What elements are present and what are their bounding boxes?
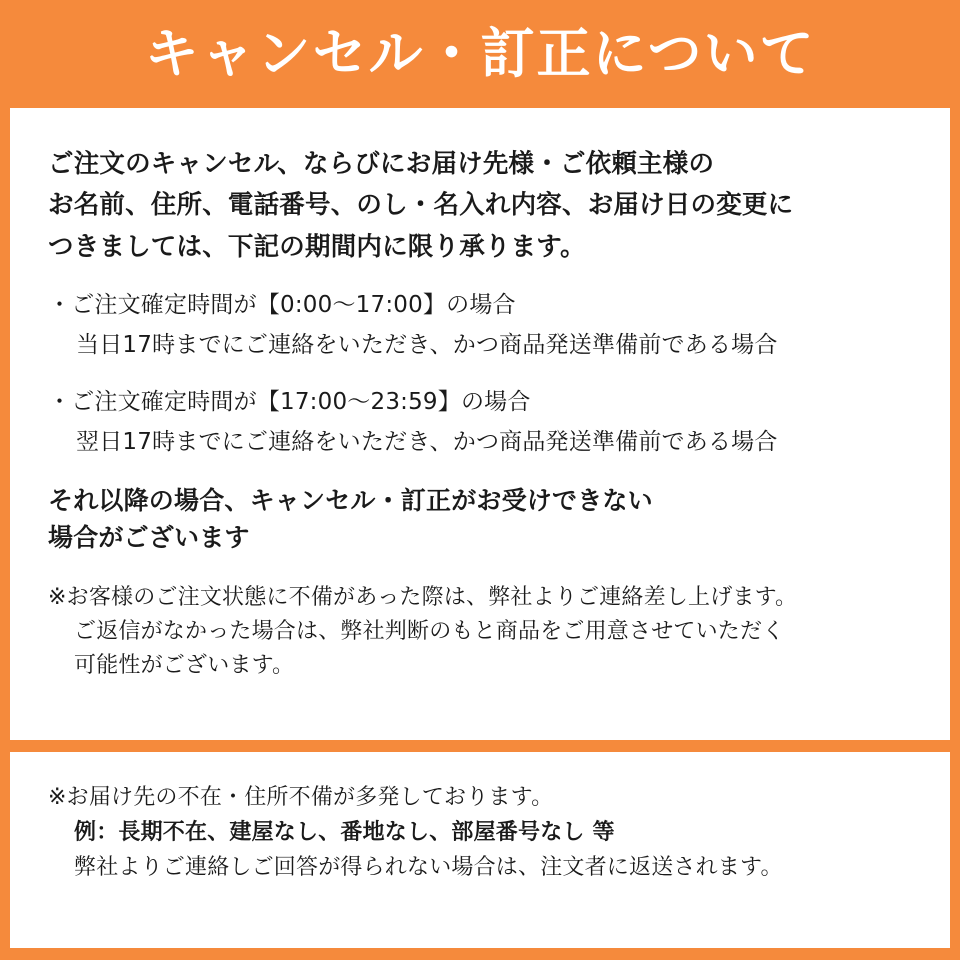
page-title: キャンセル・訂正について	[144, 22, 816, 85]
emphasis-paragraph	[48, 482, 912, 557]
emphasis-line-1: それ以降の場合、キャンセル・訂正がお受けできない	[48, 485, 653, 515]
note-line-1: ※お客様のご注文状態に不備があった際は、弊社よりご連絡差し上げます。	[48, 584, 798, 610]
bottom-content-card	[10, 752, 950, 948]
notes-paragraph	[48, 581, 912, 683]
emphasis-line-2: 場合がございます	[48, 523, 250, 553]
conditions-spacer	[48, 363, 912, 385]
lead-paragraph	[48, 144, 912, 268]
condition-2-detail: 翌日17時までにご連絡をいただき、かつ商品発送準備前である場合	[76, 429, 778, 456]
lead-line-3: つきましては、下記の期間内に限り承ります。	[48, 231, 586, 262]
condition-1-title: ・ご注文確定時間が【0:00〜17:00】の場合	[48, 291, 516, 318]
note-line-2: ご返信がなかった場合は、弊社判断のもと商品をご用意させていただく	[74, 618, 785, 644]
lead-line-1: ご注文のキャンセル、ならびにお届け先様・ご依頼主様の	[48, 149, 715, 179]
bottom-line-3: 弊社よりご連絡しご回答が得られない場合は、注文者に返送されます。	[74, 855, 783, 881]
main-content-card	[10, 108, 950, 740]
condition-1-detail: 当日17時までにご連絡をいただき、かつ商品発送準備前である場合	[76, 332, 778, 359]
note-line-3: 可能性がございます。	[74, 653, 295, 679]
page-header	[0, 0, 960, 108]
bottom-line-1: ※お届け先の不在・住所不備が多発しております。	[48, 785, 554, 810]
conditions-list	[48, 288, 912, 460]
bottom-line-2-example: 例：長期不在、建屋なし、番地なし、部屋番号なし 等	[74, 820, 615, 846]
condition-2-title: ・ご注文確定時間が【17:00〜23:59】の場合	[48, 388, 531, 415]
lead-line-2: お名前、住所、電話番号、のし・名入れ内容、お届け日の変更に	[48, 190, 794, 221]
